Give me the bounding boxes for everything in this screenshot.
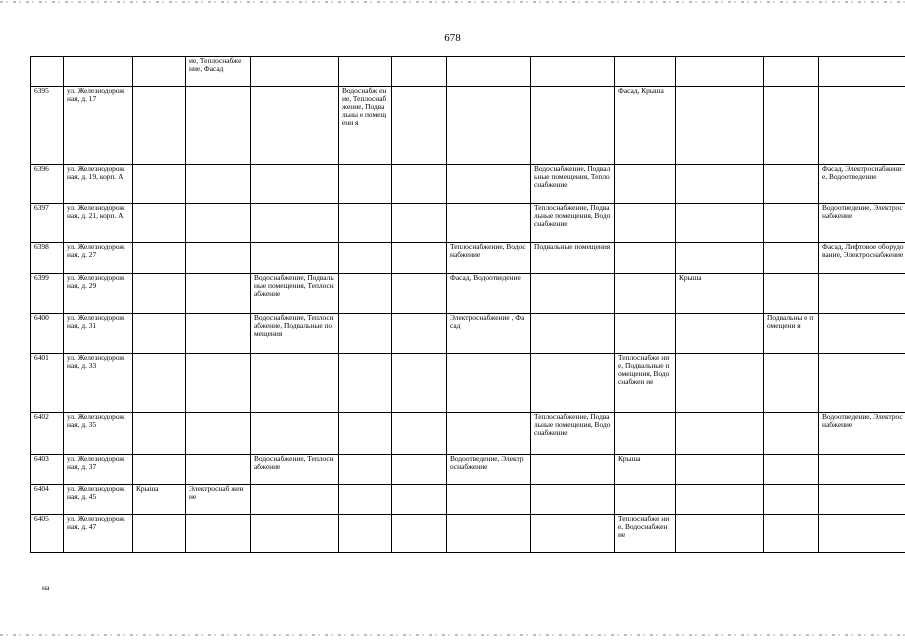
work-type-cell-col-12 [764,515,819,553]
work-type-cell-col-8: Фасад, Водоотведение [447,274,531,314]
address-cell: ул. Железнодорож ная, д. 21, корп. А [64,204,133,243]
work-type-cell-col-4 [186,354,251,413]
work-type-cell-col-4: Электроснаб жение [186,485,251,515]
work-type-cell-col-6 [339,455,392,485]
work-type-cell-col-11 [676,354,764,413]
work-type-cell-col-3 [133,243,186,274]
work-type-cell-col-12 [764,354,819,413]
address-cell: ул. Железнодорож ная, д. 27 [64,243,133,274]
address-cell: ул. Железнодорож ная, д. 47 [64,515,133,553]
work-type-cell-col-8 [447,57,531,87]
work-type-cell-col-8 [447,165,531,204]
work-type-cell-col-7 [392,204,447,243]
work-type-cell-col-11: Крыша [676,274,764,314]
work-type-cell-col-5: Водоснабжение, Теплоснабжение, Подвальные помещения [251,314,339,354]
work-type-cell-col-9 [531,274,615,314]
work-type-cell-col-4 [186,165,251,204]
row-number-cell: 6399 [31,274,64,314]
work-type-cell-col-6 [339,413,392,455]
row-number-cell: 6398 [31,243,64,274]
work-type-cell-col-13 [819,274,905,314]
table-row [31,204,905,243]
scan-edge-top [0,1,905,3]
work-type-cell-col-11 [676,57,764,87]
work-type-cell-col-10 [615,57,676,87]
work-type-cell-col-4 [186,515,251,553]
work-type-cell-col-8 [447,204,531,243]
work-type-cell-col-5: Водоснабжение, Подвальные помещения, Теплоснабжение [251,274,339,314]
work-type-cell-col-6 [339,165,392,204]
row-number-cell: 6395 [31,87,64,165]
work-type-cell-col-8 [447,87,531,165]
address-cell [64,57,133,87]
work-type-cell-col-11 [676,204,764,243]
work-type-cell-col-12 [764,204,819,243]
work-type-cell-col-9 [531,354,615,413]
work-type-cell-col-3 [133,515,186,553]
table-row-continuation [31,57,905,87]
work-type-cell-col-3 [133,354,186,413]
row-number-cell: 6400 [31,314,64,354]
work-type-cell-col-8 [447,515,531,553]
work-type-cell-col-10: Теплоснабже ние, Водоснабжен ие [615,515,676,553]
page-number: 678 [444,32,461,44]
work-type-cell-col-13: Водоотведение, Электроснабжение [819,413,905,455]
address-cell: ул. Железнодорож ная, д. 35 [64,413,133,455]
work-type-cell-col-5 [251,87,339,165]
work-type-cell-col-12 [764,413,819,455]
work-type-cell-col-7 [392,243,447,274]
work-type-cell-col-4 [186,455,251,485]
work-type-cell-col-4 [186,243,251,274]
work-type-cell-col-10 [615,274,676,314]
row-number-cell: 6401 [31,354,64,413]
work-type-cell-col-6 [339,274,392,314]
work-type-cell-col-7 [392,87,447,165]
work-type-cell-col-5 [251,354,339,413]
table-row [31,314,905,354]
work-type-cell-col-12 [764,485,819,515]
work-type-cell-col-4: ие, Теплоснабже ние, Фасад [186,57,251,87]
work-type-cell-col-9: Теплоснабжение, Подвальные помещения, Водоснабжение [531,204,615,243]
work-type-cell-col-3: Крыша [133,485,186,515]
work-type-cell-col-9 [531,515,615,553]
work-type-cell-col-7 [392,57,447,87]
work-type-cell-col-5 [251,243,339,274]
work-type-cell-col-13 [819,515,905,553]
table-row [31,485,905,515]
row-number-cell [31,57,64,87]
work-type-cell-col-6 [339,354,392,413]
work-type-cell-col-7 [392,485,447,515]
work-type-cell-col-9: Водоснабжение, Подвальные помещения, Теплоснабжение [531,165,615,204]
work-type-cell-col-6 [339,515,392,553]
work-type-cell-col-3 [133,314,186,354]
work-type-cell-col-5 [251,165,339,204]
work-type-cell-col-13 [819,87,905,165]
work-type-cell-col-6 [339,314,392,354]
work-type-cell-col-11 [676,243,764,274]
table-row [31,455,905,485]
work-type-cell-col-13 [819,485,905,515]
work-type-cell-col-12: Подвальны е помещени я [764,314,819,354]
work-type-cell-col-11 [676,515,764,553]
work-type-cell-col-9 [531,314,615,354]
work-type-cell-col-11 [676,165,764,204]
work-type-cell-col-3 [133,274,186,314]
work-type-cell-col-10 [615,165,676,204]
work-type-cell-col-11 [676,314,764,354]
work-type-cell-col-7 [392,413,447,455]
work-type-cell-col-9 [531,455,615,485]
table-row [31,165,905,204]
work-type-cell-col-10 [615,204,676,243]
work-type-cell-col-13: Фасад, Лифтовое оборудование, Электроснабжение [819,243,905,274]
work-type-cell-col-11 [676,87,764,165]
work-type-cell-col-13 [819,354,905,413]
address-cell: ул. Железнодорож ная, д. 19, корп. А [64,165,133,204]
address-cell: ул. Железнодорож ная, д. 29 [64,274,133,314]
work-type-cell-col-13: Фасад, Электроснабжение, Водоотведение [819,165,905,204]
work-type-cell-col-3 [133,455,186,485]
table-row [31,515,905,553]
address-cell: ул. Железнодорож ная, д. 17 [64,87,133,165]
work-type-cell-col-4 [186,204,251,243]
work-type-cell-col-4 [186,87,251,165]
work-type-cell-col-8 [447,354,531,413]
work-type-cell-col-9 [531,87,615,165]
work-type-cell-col-10 [615,314,676,354]
address-cell: ул. Железнодорож ная, д. 31 [64,314,133,354]
table-row [31,87,905,165]
work-type-cell-col-8 [447,413,531,455]
row-number-cell: 6397 [31,204,64,243]
work-type-cell-col-13: Водоотведение, Электроснабжение [819,204,905,243]
work-type-cell-col-12 [764,57,819,87]
work-type-cell-col-9 [531,57,615,87]
address-cell: ул. Железнодорож ная, д. 37 [64,455,133,485]
work-type-cell-col-8: Электроснабжение , Фасад [447,314,531,354]
scan-edge-bottom [0,634,905,636]
work-type-cell-col-8: Теплоснабжение, Водоснабжение [447,243,531,274]
row-number-cell: 6405 [31,515,64,553]
work-type-cell-col-5: Водоснабжение, Теплоснабжение [251,455,339,485]
work-type-cell-col-10: Теплоснабже ние, Подвальные помещения, Водоснабжен ие [615,354,676,413]
work-type-cell-col-8: Водоотведение, Электроснабжение [447,455,531,485]
work-type-cell-col-12 [764,87,819,165]
work-type-cell-col-11 [676,485,764,515]
work-type-cell-col-5 [251,515,339,553]
table-row [31,243,905,274]
work-type-cell-col-7 [392,515,447,553]
work-type-cell-col-5 [251,57,339,87]
work-type-cell-col-9: Теплоснабжение, Подвальные помещения, Водоснабжение [531,413,615,455]
work-type-cell-col-3 [133,57,186,87]
work-type-cell-col-11 [676,455,764,485]
work-type-cell-col-3 [133,204,186,243]
table-row [31,354,905,413]
work-type-cell-col-9 [531,485,615,515]
work-type-cell-col-4 [186,274,251,314]
work-type-cell-col-3 [133,165,186,204]
work-type-cell-col-5 [251,413,339,455]
row-number-cell: 6404 [31,485,64,515]
work-type-cell-col-6 [339,57,392,87]
work-type-cell-col-8 [447,485,531,515]
work-type-cell-col-3 [133,413,186,455]
work-type-cell-col-3 [133,87,186,165]
work-type-cell-col-10 [615,413,676,455]
work-type-cell-col-7 [392,354,447,413]
footer-note: на [42,583,50,592]
work-type-cell-col-5 [251,204,339,243]
work-type-cell-col-11 [676,413,764,455]
work-type-cell-col-6 [339,204,392,243]
address-cell: ул. Железнодорож ная, д. 45 [64,485,133,515]
work-type-cell-col-10 [615,485,676,515]
work-type-cell-col-10 [615,243,676,274]
work-type-cell-col-4 [186,314,251,354]
work-type-cell-col-6: Водоснабж ение, Теплоснаб жение, Подвальны е помещени я [339,87,392,165]
table-row [31,274,905,314]
row-number-cell: 6396 [31,165,64,204]
work-type-cell-col-7 [392,165,447,204]
row-number-cell: 6402 [31,413,64,455]
work-type-cell-col-5 [251,485,339,515]
table-row [31,413,905,455]
work-type-cell-col-13 [819,314,905,354]
address-cell: ул. Железнодорож ная, д. 33 [64,354,133,413]
work-type-cell-col-10: Фасад, Крыша [615,87,676,165]
work-type-cell-col-6 [339,243,392,274]
row-number-cell: 6403 [31,455,64,485]
work-type-cell-col-9: Подвальные помещения [531,243,615,274]
repair-schedule-table [30,56,905,553]
work-type-cell-col-13 [819,455,905,485]
work-type-cell-col-13 [819,57,905,87]
work-type-cell-col-7 [392,274,447,314]
work-type-cell-col-4 [186,413,251,455]
work-type-cell-col-12 [764,455,819,485]
work-type-cell-col-12 [764,243,819,274]
work-type-cell-col-7 [392,455,447,485]
work-type-cell-col-7 [392,314,447,354]
work-type-cell-col-12 [764,274,819,314]
work-type-cell-col-6 [339,485,392,515]
work-type-cell-col-10: Крыша [615,455,676,485]
work-type-cell-col-12 [764,165,819,204]
